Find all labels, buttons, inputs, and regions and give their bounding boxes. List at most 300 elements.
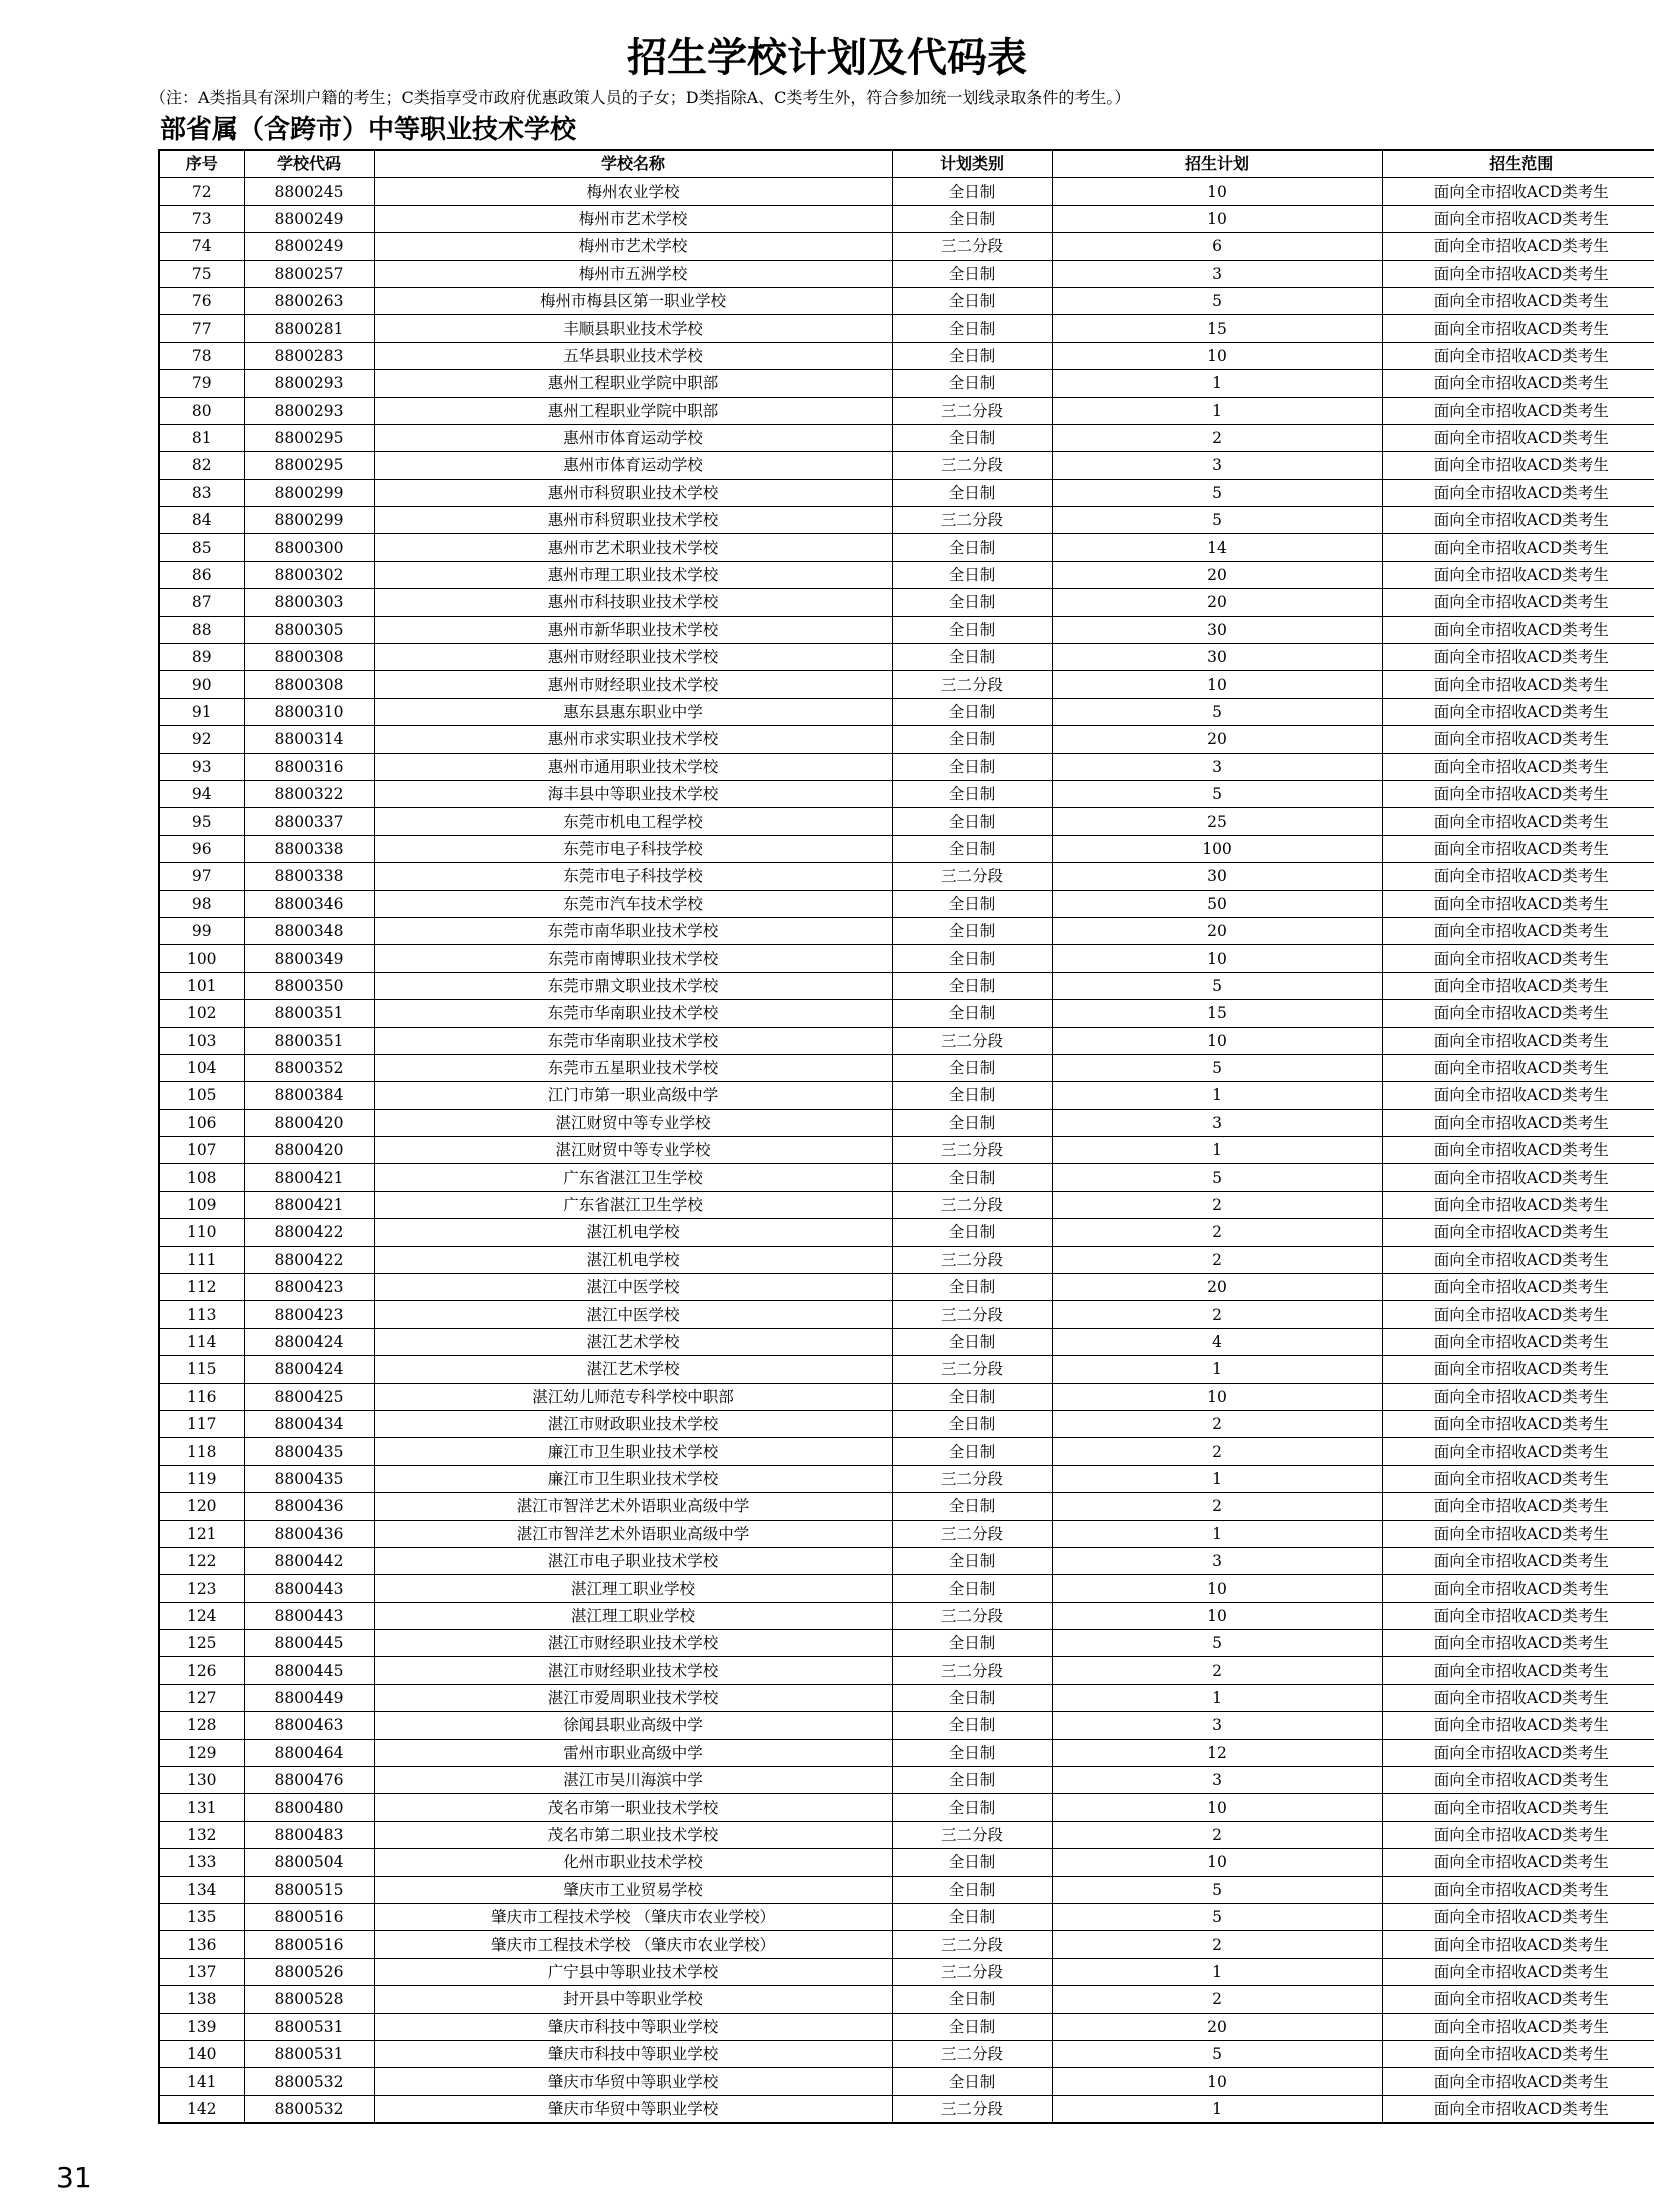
cell-enrollment-scope: 面向全市招收ACD类考生 — [1382, 1794, 1654, 1821]
table-row — [159, 1821, 1654, 1848]
cell-school-name: 江门市第一职业高级中学 — [374, 1082, 892, 1109]
table-row — [159, 972, 1654, 999]
cell-school-name: 肇庆市华贸中等职业学校 — [374, 2095, 892, 2123]
cell-plan-type: 三二分段 — [892, 1246, 1052, 1273]
cell-school-code: 8800245 — [244, 178, 374, 205]
cell-school-code: 8800263 — [244, 287, 374, 314]
table-row — [159, 1137, 1654, 1164]
cell-enrollment-plan: 2 — [1052, 1986, 1382, 2013]
cell-enrollment-scope: 面向全市招收ACD类考生 — [1382, 1849, 1654, 1876]
cell-school-code: 8800436 — [244, 1520, 374, 1547]
cell-school-name: 封开县中等职业学校 — [374, 1986, 892, 2013]
cell-school-name: 湛江市财经职业技术学校 — [374, 1630, 892, 1657]
cell-school-name: 湛江市吴川海滨中学 — [374, 1767, 892, 1794]
cell-enrollment-plan: 3 — [1052, 1109, 1382, 1136]
cell-enrollment-scope: 面向全市招收ACD类考生 — [1382, 2013, 1654, 2040]
cell-school-code: 8800483 — [244, 1821, 374, 1848]
cell-enrollment-scope: 面向全市招收ACD类考生 — [1382, 1137, 1654, 1164]
cell-school-name: 湛江理工职业学校 — [374, 1602, 892, 1629]
cell-enrollment-plan: 20 — [1052, 589, 1382, 616]
cell-enrollment-scope: 面向全市招收ACD类考生 — [1382, 370, 1654, 397]
cell-school-code: 8800338 — [244, 863, 374, 890]
cell-enrollment-scope: 面向全市招收ACD类考生 — [1382, 315, 1654, 342]
cell-enrollment-scope: 面向全市招收ACD类考生 — [1382, 1493, 1654, 1520]
cell-plan-type: 全日制 — [892, 1000, 1052, 1027]
table-row — [159, 1027, 1654, 1054]
table-row — [159, 1575, 1654, 1602]
cell-enrollment-plan: 3 — [1052, 452, 1382, 479]
cell-school-code: 8800302 — [244, 561, 374, 588]
cell-school-code: 8800463 — [244, 1712, 374, 1739]
cell-enrollment-plan: 5 — [1052, 479, 1382, 506]
cell-school-name: 惠州市财经职业技术学校 — [374, 671, 892, 698]
table-row — [159, 2068, 1654, 2095]
cell-enrollment-plan: 1 — [1052, 1356, 1382, 1383]
cell-row-index: 103 — [159, 1027, 244, 1054]
cell-plan-type: 全日制 — [892, 1054, 1052, 1081]
cell-row-index: 89 — [159, 644, 244, 671]
cell-enrollment-plan: 1 — [1052, 1137, 1382, 1164]
cell-row-index: 94 — [159, 780, 244, 807]
cell-school-name: 梅州农业学校 — [374, 178, 892, 205]
cell-enrollment-scope: 面向全市招收ACD类考生 — [1382, 1274, 1654, 1301]
cell-enrollment-scope: 面向全市招收ACD类考生 — [1382, 2068, 1654, 2095]
cell-row-index: 83 — [159, 479, 244, 506]
cell-enrollment-scope: 面向全市招收ACD类考生 — [1382, 671, 1654, 698]
cell-plan-type: 全日制 — [892, 287, 1052, 314]
cell-enrollment-plan: 10 — [1052, 1383, 1382, 1410]
table-row — [159, 1383, 1654, 1410]
cell-plan-type: 三二分段 — [892, 1520, 1052, 1547]
cell-enrollment-scope: 面向全市招收ACD类考生 — [1382, 1602, 1654, 1629]
cell-enrollment-plan: 50 — [1052, 890, 1382, 917]
cell-enrollment-scope: 面向全市招收ACD类考生 — [1382, 1520, 1654, 1547]
cell-school-code: 8800348 — [244, 917, 374, 944]
table-row — [159, 780, 1654, 807]
cell-school-code: 8800423 — [244, 1301, 374, 1328]
table-row — [159, 1739, 1654, 1766]
cell-enrollment-scope: 面向全市招收ACD类考生 — [1382, 178, 1654, 205]
cell-school-code: 8800476 — [244, 1767, 374, 1794]
cell-enrollment-scope: 面向全市招收ACD类考生 — [1382, 342, 1654, 369]
column-header-enrollment-scope: 招生范围 — [1382, 150, 1654, 178]
cell-school-name: 雷州市职业高级中学 — [374, 1739, 892, 1766]
cell-enrollment-plan: 1 — [1052, 1958, 1382, 1985]
cell-school-name: 茂名市第二职业技术学校 — [374, 1821, 892, 1848]
cell-school-name: 湛江机电学校 — [374, 1219, 892, 1246]
cell-enrollment-plan: 100 — [1052, 835, 1382, 862]
page-title: 招生学校计划及代码表 — [627, 35, 1027, 81]
cell-enrollment-plan: 2 — [1052, 1410, 1382, 1437]
cell-enrollment-plan: 3 — [1052, 260, 1382, 287]
table-row — [159, 1438, 1654, 1465]
cell-school-code: 8800420 — [244, 1109, 374, 1136]
table-row — [159, 1164, 1654, 1191]
cell-enrollment-scope: 面向全市招收ACD类考生 — [1382, 1547, 1654, 1574]
cell-enrollment-plan: 2 — [1052, 424, 1382, 451]
cell-plan-type: 全日制 — [892, 479, 1052, 506]
cell-plan-type: 三二分段 — [892, 452, 1052, 479]
cell-enrollment-scope: 面向全市招收ACD类考生 — [1382, 1054, 1654, 1081]
school-plan-table — [158, 149, 1654, 2124]
cell-school-code: 8800346 — [244, 890, 374, 917]
cell-school-code: 8800308 — [244, 644, 374, 671]
table-row — [159, 1767, 1654, 1794]
cell-row-index: 115 — [159, 1356, 244, 1383]
cell-row-index: 111 — [159, 1246, 244, 1273]
cell-school-code: 8800310 — [244, 698, 374, 725]
cell-school-name: 梅州市艺术学校 — [374, 233, 892, 260]
cell-plan-type: 三二分段 — [892, 1465, 1052, 1492]
cell-row-index: 101 — [159, 972, 244, 999]
table-row — [159, 835, 1654, 862]
cell-school-code: 8800516 — [244, 1904, 374, 1931]
cell-row-index: 88 — [159, 616, 244, 643]
cell-enrollment-plan: 10 — [1052, 945, 1382, 972]
cell-school-name: 惠州市理工职业技术学校 — [374, 561, 892, 588]
cell-enrollment-plan: 10 — [1052, 1602, 1382, 1629]
cell-row-index: 74 — [159, 233, 244, 260]
cell-school-code: 8800337 — [244, 808, 374, 835]
cell-school-code: 8800384 — [244, 1082, 374, 1109]
column-header-enrollment-plan: 招生计划 — [1052, 150, 1382, 178]
cell-enrollment-scope: 面向全市招收ACD类考生 — [1382, 1712, 1654, 1739]
cell-school-name: 东莞市电子科技学校 — [374, 863, 892, 890]
cell-school-name: 茂名市第一职业技术学校 — [374, 1794, 892, 1821]
cell-school-code: 8800257 — [244, 260, 374, 287]
cell-row-index: 123 — [159, 1575, 244, 1602]
cell-plan-type: 全日制 — [892, 424, 1052, 451]
cell-row-index: 124 — [159, 1602, 244, 1629]
table-row — [159, 2040, 1654, 2067]
cell-enrollment-plan: 3 — [1052, 1767, 1382, 1794]
cell-school-code: 8800249 — [244, 233, 374, 260]
cell-school-name: 湛江艺术学校 — [374, 1328, 892, 1355]
table-row — [159, 616, 1654, 643]
table-row — [159, 1876, 1654, 1903]
cell-school-name: 廉江市卫生职业技术学校 — [374, 1465, 892, 1492]
cell-enrollment-scope: 面向全市招收ACD类考生 — [1382, 534, 1654, 561]
cell-plan-type: 三二分段 — [892, 397, 1052, 424]
cell-enrollment-plan: 5 — [1052, 698, 1382, 725]
table-row — [159, 370, 1654, 397]
cell-row-index: 82 — [159, 452, 244, 479]
cell-row-index: 125 — [159, 1630, 244, 1657]
cell-enrollment-scope: 面向全市招收ACD类考生 — [1382, 1410, 1654, 1437]
cell-school-code: 8800308 — [244, 671, 374, 698]
cell-school-code: 8800449 — [244, 1684, 374, 1711]
cell-school-name: 湛江中医学校 — [374, 1274, 892, 1301]
cell-school-name: 湛江财贸中等专业学校 — [374, 1109, 892, 1136]
cell-school-name: 惠州工程职业学院中职部 — [374, 370, 892, 397]
cell-enrollment-plan: 30 — [1052, 863, 1382, 890]
cell-school-name: 惠州工程职业学院中职部 — [374, 397, 892, 424]
cell-enrollment-scope: 面向全市招收ACD类考生 — [1382, 863, 1654, 890]
cell-enrollment-plan: 12 — [1052, 1739, 1382, 1766]
cell-school-name: 惠州市体育运动学校 — [374, 424, 892, 451]
cell-row-index: 116 — [159, 1383, 244, 1410]
table-row — [159, 260, 1654, 287]
table-row — [159, 589, 1654, 616]
cell-row-index: 138 — [159, 1986, 244, 2013]
cell-row-index: 93 — [159, 753, 244, 780]
cell-school-code: 8800352 — [244, 1054, 374, 1081]
cell-row-index: 90 — [159, 671, 244, 698]
table-row — [159, 1520, 1654, 1547]
table-row — [159, 2095, 1654, 2123]
cell-plan-type: 全日制 — [892, 2068, 1052, 2095]
cell-enrollment-scope: 面向全市招收ACD类考生 — [1382, 589, 1654, 616]
cell-enrollment-scope: 面向全市招收ACD类考生 — [1382, 287, 1654, 314]
cell-plan-type: 三二分段 — [892, 507, 1052, 534]
table-row — [159, 342, 1654, 369]
cell-plan-type: 三二分段 — [892, 2040, 1052, 2067]
cell-enrollment-scope: 面向全市招收ACD类考生 — [1382, 726, 1654, 753]
cell-plan-type: 全日制 — [892, 1438, 1052, 1465]
cell-enrollment-plan: 3 — [1052, 1547, 1382, 1574]
table-row — [159, 534, 1654, 561]
cell-enrollment-plan: 1 — [1052, 1082, 1382, 1109]
cell-plan-type: 三二分段 — [892, 2095, 1052, 2123]
cell-enrollment-scope: 面向全市招收ACD类考生 — [1382, 1630, 1654, 1657]
table-row — [159, 315, 1654, 342]
cell-school-code: 8800349 — [244, 945, 374, 972]
cell-plan-type: 全日制 — [892, 178, 1052, 205]
cell-school-code: 8800305 — [244, 616, 374, 643]
cell-school-code: 8800295 — [244, 452, 374, 479]
cell-enrollment-plan: 10 — [1052, 1849, 1382, 1876]
table-row — [159, 1219, 1654, 1246]
cell-enrollment-scope: 面向全市招收ACD类考生 — [1382, 1986, 1654, 2013]
table-row — [159, 1109, 1654, 1136]
cell-school-code: 8800434 — [244, 1410, 374, 1437]
cell-plan-type: 全日制 — [892, 1684, 1052, 1711]
cell-row-index: 102 — [159, 1000, 244, 1027]
cell-plan-type: 三二分段 — [892, 1191, 1052, 1218]
cell-school-name: 惠州市求实职业技术学校 — [374, 726, 892, 753]
cell-school-code: 8800424 — [244, 1328, 374, 1355]
cell-row-index: 104 — [159, 1054, 244, 1081]
cell-plan-type: 全日制 — [892, 534, 1052, 561]
cell-enrollment-plan: 5 — [1052, 1876, 1382, 1903]
cell-school-name: 海丰县中等职业技术学校 — [374, 780, 892, 807]
cell-enrollment-plan: 20 — [1052, 917, 1382, 944]
cell-plan-type: 全日制 — [892, 589, 1052, 616]
cell-enrollment-scope: 面向全市招收ACD类考生 — [1382, 1684, 1654, 1711]
cell-row-index: 73 — [159, 205, 244, 232]
cell-school-code: 8800299 — [244, 507, 374, 534]
cell-row-index: 72 — [159, 178, 244, 205]
cell-enrollment-plan: 5 — [1052, 780, 1382, 807]
table-body — [159, 178, 1654, 2123]
table-row — [159, 808, 1654, 835]
cell-school-name: 惠州市体育运动学校 — [374, 452, 892, 479]
cell-school-code: 8800435 — [244, 1465, 374, 1492]
cell-plan-type: 全日制 — [892, 1328, 1052, 1355]
cell-enrollment-plan: 20 — [1052, 1274, 1382, 1301]
cell-enrollment-plan: 20 — [1052, 561, 1382, 588]
cell-row-index: 136 — [159, 1931, 244, 1958]
cell-school-code: 8800526 — [244, 1958, 374, 1985]
cell-plan-type: 三二分段 — [892, 233, 1052, 260]
table-row — [159, 1465, 1654, 1492]
table-row — [159, 644, 1654, 671]
cell-enrollment-scope: 面向全市招收ACD类考生 — [1382, 1383, 1654, 1410]
table-row — [159, 205, 1654, 232]
cell-school-name: 湛江市智洋艺术外语职业高级中学 — [374, 1520, 892, 1547]
cell-row-index: 119 — [159, 1465, 244, 1492]
cell-row-index: 109 — [159, 1191, 244, 1218]
cell-school-name: 湛江市财经职业技术学校 — [374, 1657, 892, 1684]
table-row — [159, 890, 1654, 917]
cell-row-index: 113 — [159, 1301, 244, 1328]
cell-school-name: 梅州市梅县区第一职业学校 — [374, 287, 892, 314]
cell-row-index: 80 — [159, 397, 244, 424]
cell-school-code: 8800303 — [244, 589, 374, 616]
table-row — [159, 479, 1654, 506]
cell-enrollment-scope: 面向全市招收ACD类考生 — [1382, 1767, 1654, 1794]
cell-enrollment-plan: 5 — [1052, 1054, 1382, 1081]
cell-plan-type: 三二分段 — [892, 1958, 1052, 1985]
cell-enrollment-scope: 面向全市招收ACD类考生 — [1382, 260, 1654, 287]
cell-plan-type: 全日制 — [892, 835, 1052, 862]
cell-enrollment-plan: 15 — [1052, 315, 1382, 342]
cell-enrollment-plan: 2 — [1052, 1821, 1382, 1848]
table-row — [159, 917, 1654, 944]
table-row — [159, 1000, 1654, 1027]
cell-enrollment-scope: 面向全市招收ACD类考生 — [1382, 1082, 1654, 1109]
cell-enrollment-plan: 2 — [1052, 1246, 1382, 1273]
cell-plan-type: 全日制 — [892, 370, 1052, 397]
table-row — [159, 945, 1654, 972]
cell-school-code: 8800293 — [244, 397, 374, 424]
cell-school-name: 广宁县中等职业技术学校 — [374, 1958, 892, 1985]
cell-enrollment-plan: 5 — [1052, 287, 1382, 314]
cell-enrollment-scope: 面向全市招收ACD类考生 — [1382, 205, 1654, 232]
table-row — [159, 561, 1654, 588]
cell-school-name: 徐闻县职业高级中学 — [374, 1712, 892, 1739]
cell-school-name: 湛江财贸中等专业学校 — [374, 1137, 892, 1164]
cell-enrollment-plan: 5 — [1052, 972, 1382, 999]
cell-row-index: 75 — [159, 260, 244, 287]
cell-enrollment-plan: 2 — [1052, 1493, 1382, 1520]
cell-enrollment-scope: 面向全市招收ACD类考生 — [1382, 397, 1654, 424]
cell-plan-type: 全日制 — [892, 1082, 1052, 1109]
cell-school-name: 湛江幼儿师范专科学校中职部 — [374, 1383, 892, 1410]
table-row — [159, 507, 1654, 534]
cell-plan-type: 全日制 — [892, 1849, 1052, 1876]
cell-plan-type: 全日制 — [892, 205, 1052, 232]
note-text: （注：A类指具有深圳户籍的考生；C类指享受市政府优惠政策人员的子女；D类指除A、C类考生外，符合参加统一划线录取条件的考生。） — [150, 88, 1131, 107]
cell-school-name: 惠州市科技职业技术学校 — [374, 589, 892, 616]
cell-row-index: 133 — [159, 1849, 244, 1876]
table-row — [159, 753, 1654, 780]
cell-school-code: 8800283 — [244, 342, 374, 369]
cell-plan-type: 三二分段 — [892, 1657, 1052, 1684]
cell-enrollment-scope: 面向全市招收ACD类考生 — [1382, 972, 1654, 999]
cell-enrollment-scope: 面向全市招收ACD类考生 — [1382, 1301, 1654, 1328]
cell-row-index: 122 — [159, 1547, 244, 1574]
cell-plan-type: 全日制 — [892, 315, 1052, 342]
cell-plan-type: 全日制 — [892, 1493, 1052, 1520]
cell-plan-type: 全日制 — [892, 1794, 1052, 1821]
cell-row-index: 142 — [159, 2095, 244, 2123]
cell-enrollment-plan: 10 — [1052, 1794, 1382, 1821]
cell-school-name: 惠州市通用职业技术学校 — [374, 753, 892, 780]
cell-school-name: 广东省湛江卫生学校 — [374, 1164, 892, 1191]
cell-enrollment-scope: 面向全市招收ACD类考生 — [1382, 1438, 1654, 1465]
cell-row-index: 135 — [159, 1904, 244, 1931]
cell-plan-type: 三二分段 — [892, 671, 1052, 698]
column-header-school-name: 学校名称 — [374, 150, 892, 178]
cell-plan-type: 全日制 — [892, 698, 1052, 725]
cell-school-name: 东莞市机电工程学校 — [374, 808, 892, 835]
cell-enrollment-scope: 面向全市招收ACD类考生 — [1382, 1164, 1654, 1191]
cell-enrollment-plan: 20 — [1052, 726, 1382, 753]
cell-school-code: 8800443 — [244, 1575, 374, 1602]
cell-enrollment-plan: 10 — [1052, 671, 1382, 698]
cell-school-name: 惠州市财经职业技术学校 — [374, 644, 892, 671]
table-row — [159, 1931, 1654, 1958]
cell-enrollment-scope: 面向全市招收ACD类考生 — [1382, 1191, 1654, 1218]
column-header-index: 序号 — [159, 150, 244, 178]
cell-plan-type: 全日制 — [892, 1547, 1052, 1574]
table-row — [159, 1301, 1654, 1328]
cell-enrollment-plan: 30 — [1052, 616, 1382, 643]
table-row — [159, 1849, 1654, 1876]
cell-school-name: 肇庆市华贸中等职业学校 — [374, 2068, 892, 2095]
cell-plan-type: 全日制 — [892, 1904, 1052, 1931]
cell-enrollment-plan: 5 — [1052, 1164, 1382, 1191]
cell-enrollment-scope: 面向全市招收ACD类考生 — [1382, 945, 1654, 972]
table-row — [159, 1493, 1654, 1520]
cell-plan-type: 全日制 — [892, 1986, 1052, 2013]
column-header-school-code: 学校代码 — [244, 150, 374, 178]
table-row — [159, 1274, 1654, 1301]
cell-plan-type: 全日制 — [892, 1383, 1052, 1410]
cell-row-index: 91 — [159, 698, 244, 725]
cell-row-index: 121 — [159, 1520, 244, 1547]
cell-plan-type: 三二分段 — [892, 1356, 1052, 1383]
table-row — [159, 1054, 1654, 1081]
cell-enrollment-scope: 面向全市招收ACD类考生 — [1382, 835, 1654, 862]
cell-school-code: 8800281 — [244, 315, 374, 342]
cell-plan-type: 三二分段 — [892, 1931, 1052, 1958]
cell-enrollment-plan: 15 — [1052, 1000, 1382, 1027]
cell-enrollment-scope: 面向全市招收ACD类考生 — [1382, 1465, 1654, 1492]
cell-row-index: 99 — [159, 917, 244, 944]
cell-enrollment-plan: 2 — [1052, 1931, 1382, 1958]
cell-row-index: 105 — [159, 1082, 244, 1109]
table-row — [159, 1657, 1654, 1684]
column-header-plan-type: 计划类别 — [892, 150, 1052, 178]
cell-plan-type: 全日制 — [892, 1219, 1052, 1246]
cell-row-index: 118 — [159, 1438, 244, 1465]
cell-plan-type: 三二分段 — [892, 1027, 1052, 1054]
cell-row-index: 126 — [159, 1657, 244, 1684]
cell-plan-type: 全日制 — [892, 1164, 1052, 1191]
cell-school-code: 8800300 — [244, 534, 374, 561]
cell-plan-type: 全日制 — [892, 1876, 1052, 1903]
cell-enrollment-scope: 面向全市招收ACD类考生 — [1382, 1219, 1654, 1246]
cell-school-name: 湛江中医学校 — [374, 1301, 892, 1328]
table-row — [159, 1328, 1654, 1355]
cell-enrollment-scope: 面向全市招收ACD类考生 — [1382, 2040, 1654, 2067]
cell-enrollment-plan: 5 — [1052, 2040, 1382, 2067]
page-number: 31 — [56, 2161, 92, 2194]
table-row — [159, 233, 1654, 260]
cell-row-index: 107 — [159, 1137, 244, 1164]
